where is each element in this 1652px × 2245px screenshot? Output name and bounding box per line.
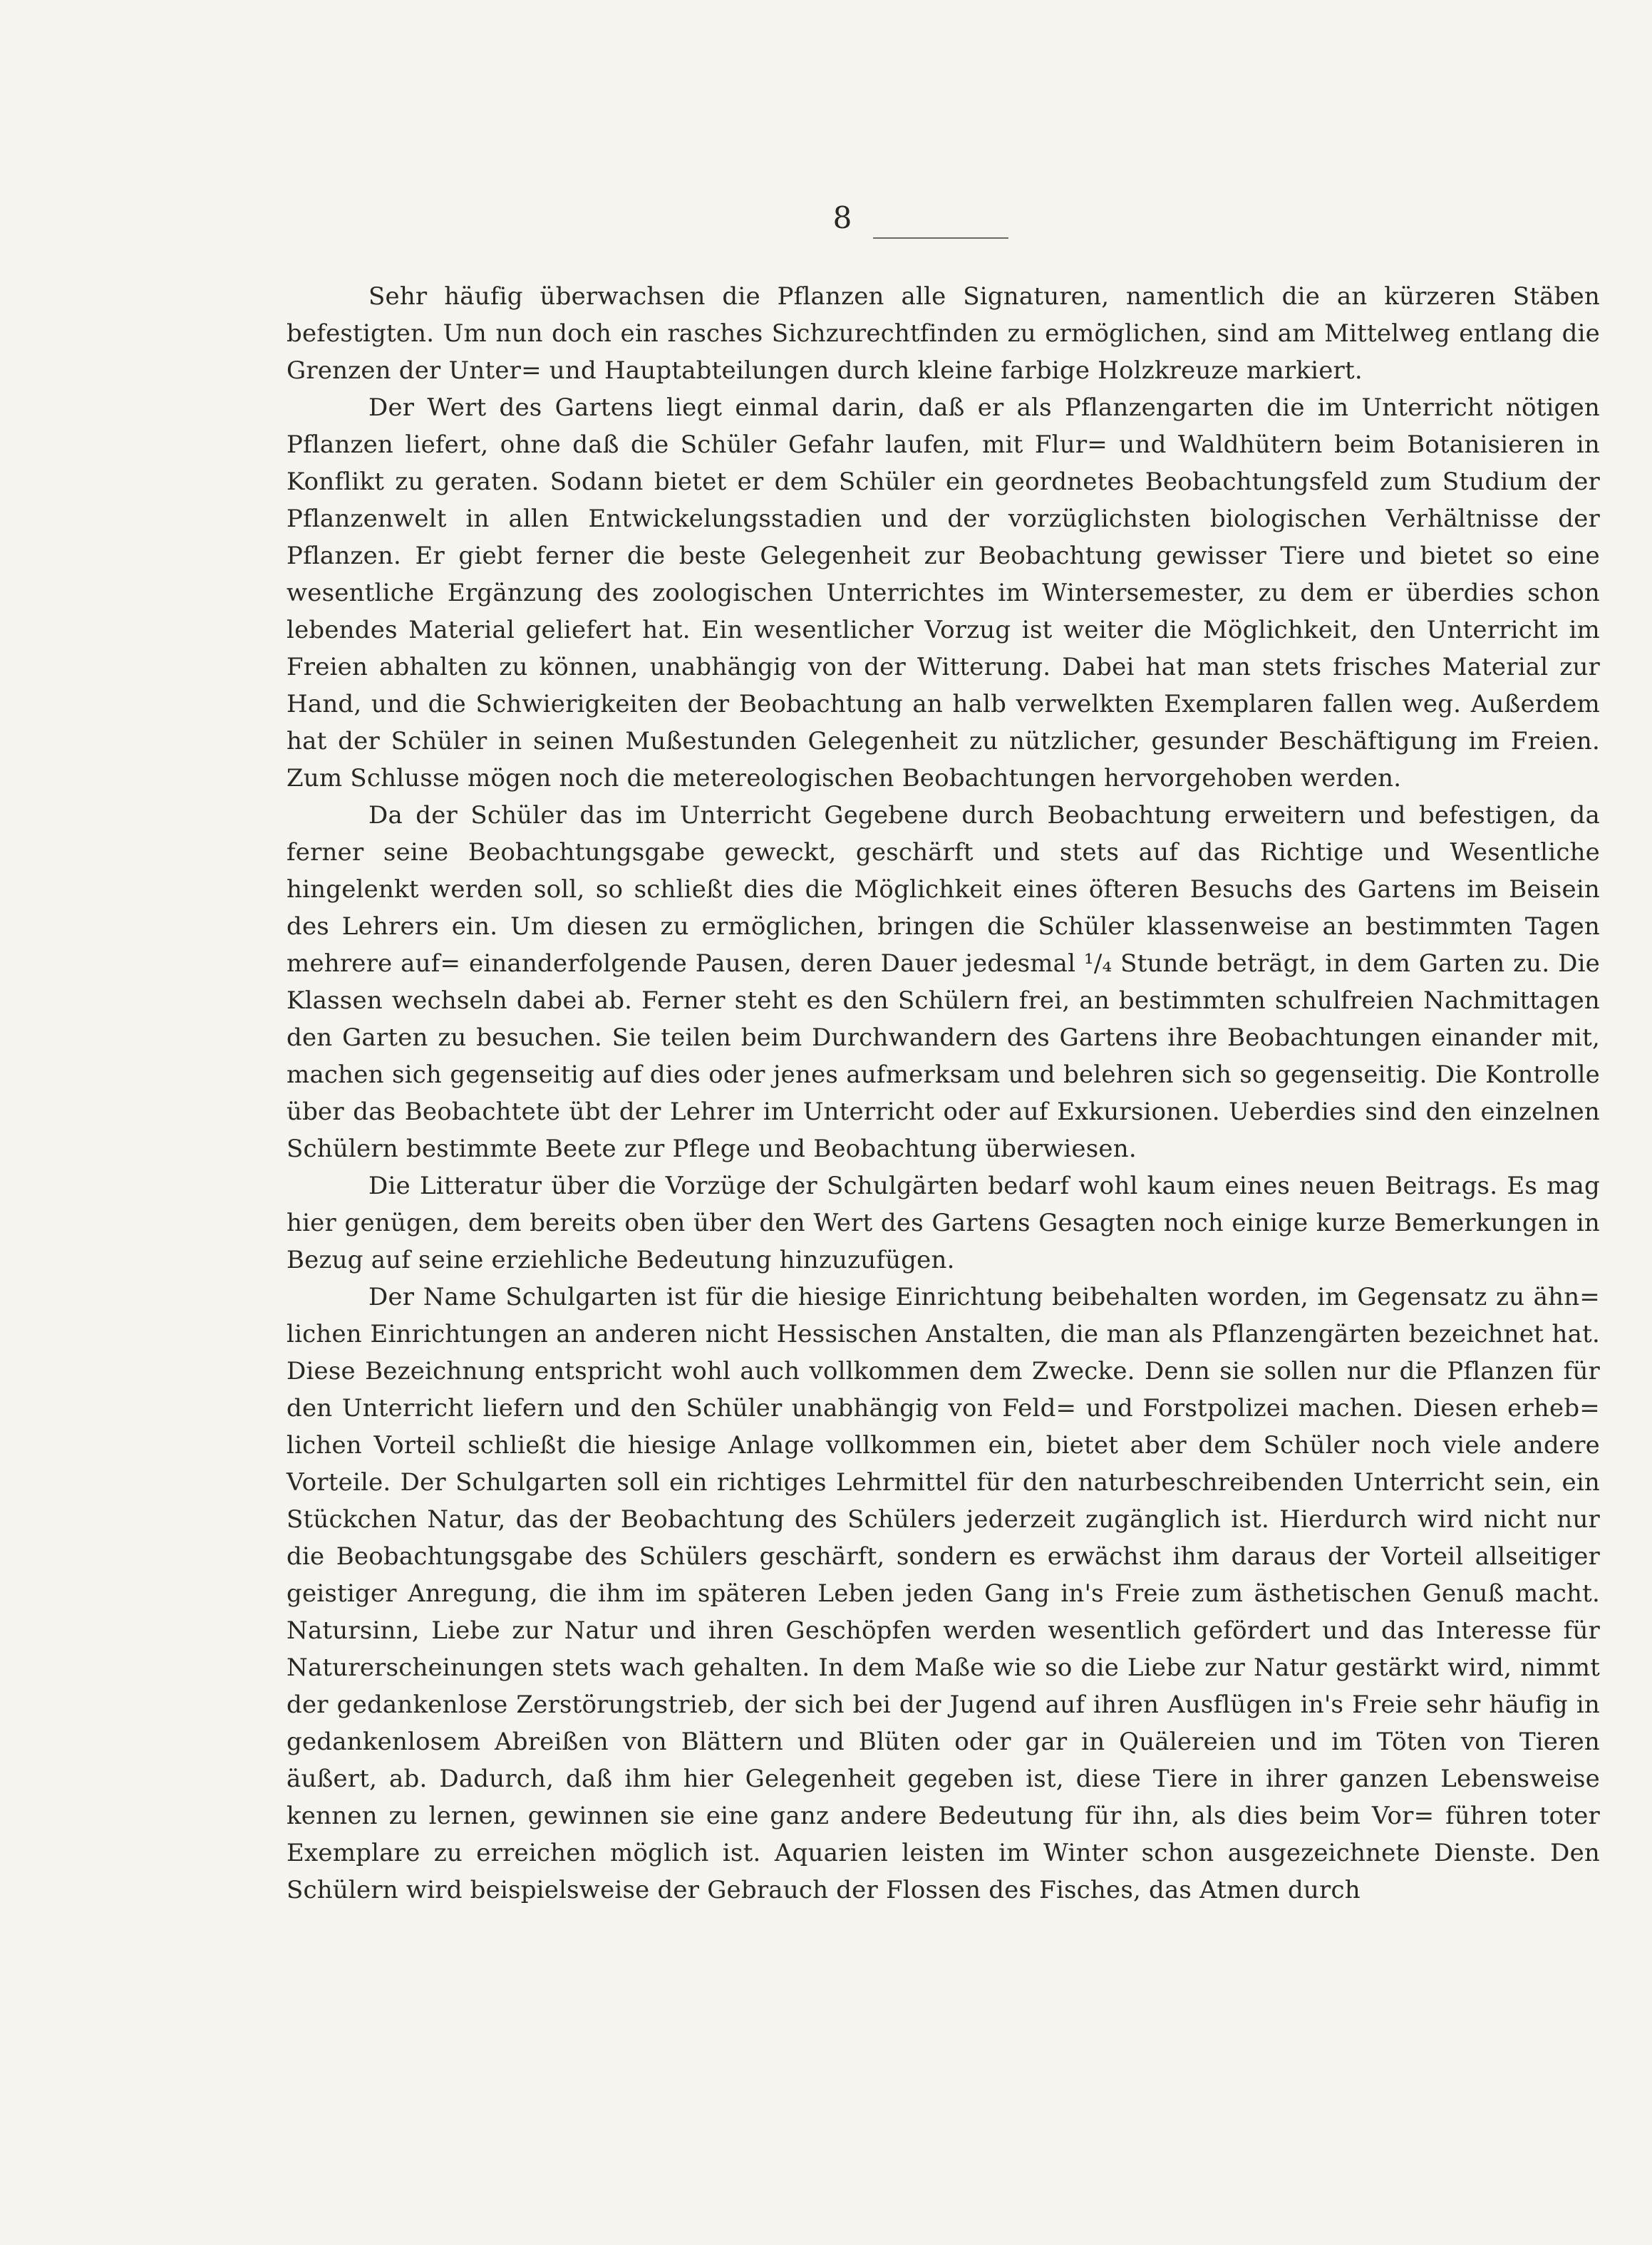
page-number: 8 bbox=[832, 200, 852, 235]
paragraph-observation: Da der Schüler das im Unterricht Gegebene durch Beobachtung erweitern und befestigen, da ferner seine Beobachtungsgabe geweckt, geschärft und stets auf das Richtige und Wesentliche hingelenkt werden soll, so schließt dies die Möglichkeit eines öfteren Besuchs des Gartens im Beisein des Lehrers ein. Um diesen zu ermöglichen, bringen die Schüler klassenweise an bestimmten Tagen mehrere auf= einanderfolgende Pausen, deren Dauer jedesmal ¹/₄ Stunde beträgt, in dem Garten zu. Die Klassen wechseln dabei ab. Ferner steht es den Schülern frei, an bestimmten schulfreien Nachmittagen den Garten zu besuchen. Sie teilen beim Durchwandern des Gartens ihre Beobachtungen einander mit, machen sich gegenseitig auf dies oder jenes aufmerksam und belehren sich so gegenseitig. Die Kontrolle über das Beobachtete übt der Lehrer im Unterricht oder auf Exkursionen. Ueberdies sind den einzelnen Schülern bestimmte Beete zur Pflege und Beobachtung überwiesen. bbox=[286, 801, 1600, 1163]
paragraph-signatures: Sehr häufig überwachsen die Pflanzen alle Signaturen, namentlich die an kürzeren Stäben befestigten. Um nun doch ein rasches Sichzurechtfinden zu ermöglichen, sind am Mittelweg entlang die Grenzen der Unter= und Hauptabteilungen durch kleine farbige Holzkreuze markiert. bbox=[286, 282, 1600, 385]
paragraph-name-schulgarten: Der Name Schulgarten ist für die hiesige Einrichtung beibehalten worden, im Gegensatz zu ähn= lichen Einrichtungen an anderen nicht Hessischen Anstalten, die man als Pflanzengärten bezeichnet hat. Diese Bezeichnung entspricht wohl auch vollkommen dem Zwecke. Denn sie sollen nur die Pflanzen für den Unterricht liefern und den Schüler unabhängig von Feld= und Forstpolizei machen. Diesen erheb= lichen Vorteil schließt die hiesige Anlage vollkommen ein, bietet aber dem Schüler noch viele andere Vorteile. Der Schulgarten soll ein richtiges Lehrmittel für den naturbeschreibenden Unterricht sein, ein Stückchen Natur, das der Beobachtung des Schülers jederzeit zugänglich ist. Hierdurch wird nicht nur die Beobachtungsgabe des Schülers geschärft, sondern es erwächst ihm daraus der Vorteil allseitiger geistiger Anregung, die ihm im späteren Leben jeden Gang in's Freie zum ästhetischen Genuß macht. Natursinn, Liebe zur Natur und ihren Geschöpfen werden wesentlich gefördert und das Interesse für Naturerscheinungen stets wach gehalten. In dem Maße wie so die Liebe zur Natur gestärkt wird, nimmt der gedankenlose Zerstörungstrieb, der sich bei der Jugend auf ihren Ausflügen in's Freie sehr häufig in gedankenlosem Abreißen von Blättern und Blüten oder gar in Quälereien und im Töten von Tieren äußert, ab. Dadurch, daß ihm hier Gelegenheit gegeben ist, diese Tiere in ihrer ganzen Lebensweise kennen zu lernen, gewinnen sie eine ganz andere Bedeutung für ihn, als dies beim Vor= führen toter Exemplare zu erreichen möglich ist. Aquarien leisten im Winter schon ausgezeichnete Dienste. Den Schülern wird beispielsweise der Gebrauch der Flossen des Fisches, das Atmen durch bbox=[286, 1283, 1600, 1904]
paragraph-garden-value: Der Wert des Gartens liegt einmal darin, daß er als Pflanzengarten die im Unterricht nötigen Pflanzen liefert, ohne daß die Schüler Gefahr laufen, mit Flur= und Waldhütern beim Botanisieren in Konflikt zu geraten. Sodann bietet er dem Schüler ein geordnetes Beobachtungsfeld zum Studium der Pflanzenwelt in allen Entwickelungsstadien und der vorzüglichsten biologischen Verhältnisse der Pflanzen. Er giebt ferner die beste Gelegenheit zur Beobachtung gewisser Tiere und bietet so eine wesentliche Ergänzung des zoologischen Unterrichtes im Wintersemester, zu dem er überdies schon lebendes Material geliefert hat. Ein wesentlicher Vorzug ist weiter die Möglichkeit, den Unterricht im Freien abhalten zu können, unabhängig von der Witterung. Dabei hat man stets frisches Material zur Hand, und die Schwierigkeiten der Beobachtung an halb verwelkten Exemplaren fallen weg. Außerdem hat der Schüler in seinen Mußestunden Gelegenheit zu nützlicher, gesunder Beschäftigung im Freien. Zum Schlusse mögen noch die metereologischen Beobachtungen hervorgehoben werden. bbox=[286, 393, 1600, 793]
paragraph-literature: Die Litteratur über die Vorzüge der Schulgärten bedarf wohl kaum eines neuen Beitrags. Es mag hier genügen, dem bereits oben über den Wert des Gartens Gesagten noch einige kurze Bemerkungen in Bezug auf seine erziehliche Bedeutung hinzuzufügen. bbox=[286, 1172, 1600, 1274]
header-rule bbox=[873, 237, 1008, 239]
body-text bbox=[286, 278, 1600, 1909]
